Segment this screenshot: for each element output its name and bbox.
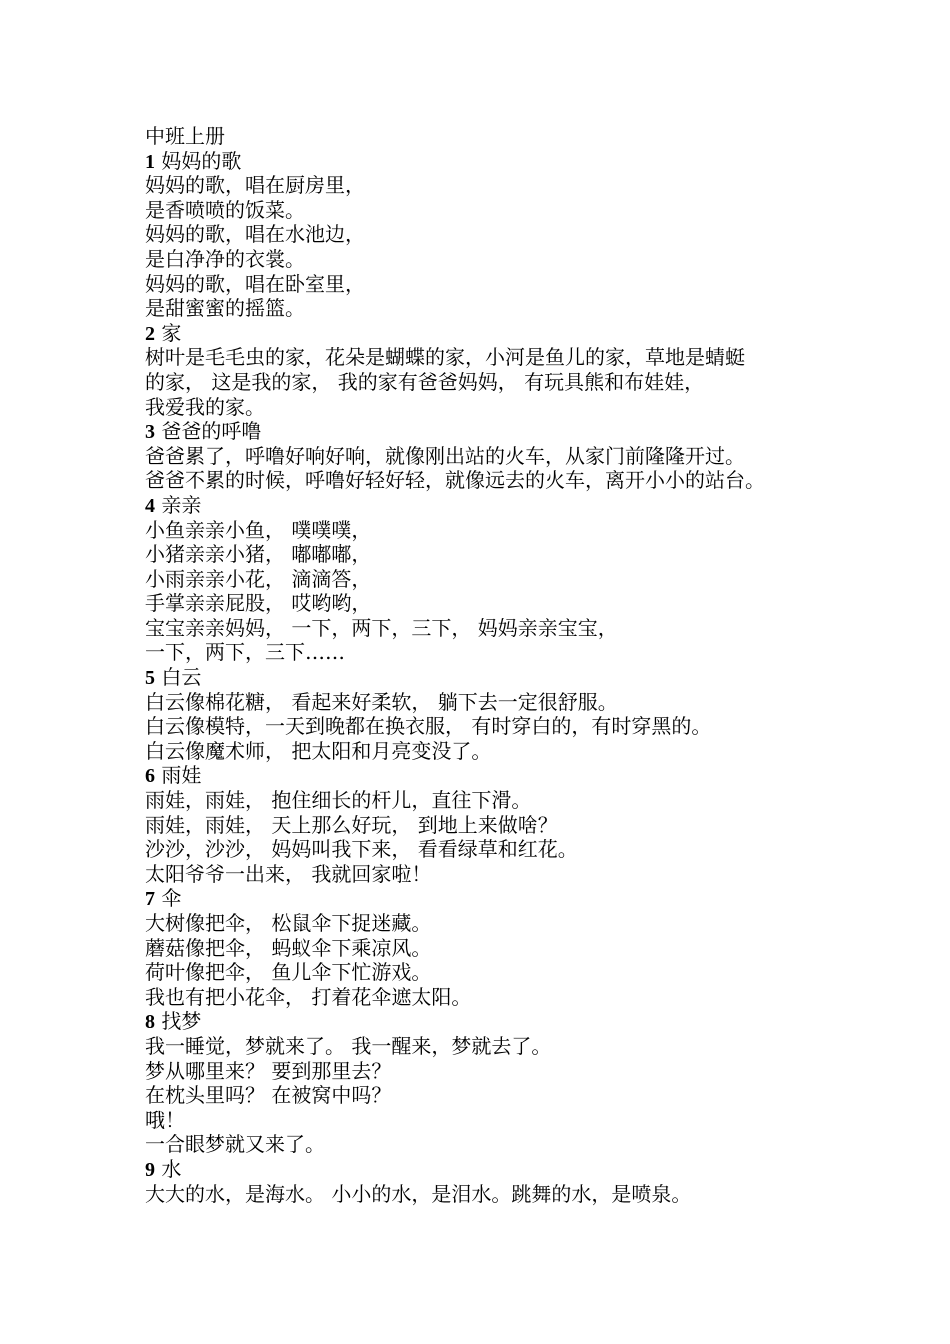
poem-line: 爸爸累了，呼噜好响好响，就像刚出站的火车，从家门前隆隆开过。 [145, 443, 745, 468]
poem-line: 沙沙，沙沙， 妈妈叫我下来， 看看绿草和红花。 [145, 837, 578, 862]
poem-line: 哦！ [145, 1107, 185, 1132]
poem-heading [145, 149, 935, 174]
poem-section [145, 321, 935, 419]
poem-line: 妈妈的歌，唱在卧室里， [145, 271, 365, 296]
poem-number: 2 [145, 322, 155, 345]
poem-heading [145, 419, 935, 444]
poem-number: 6 [145, 765, 155, 788]
poem-line: 白云像模特，一天到晚都在换衣服， 有时穿白的，有时穿黑的。 [145, 714, 712, 739]
poem-title: 水 [161, 1156, 182, 1181]
poem-title: 亲亲 [161, 492, 202, 517]
poem-title: 爸爸的呼噜 [161, 419, 262, 444]
poem-section [145, 763, 935, 886]
poem-line: 我一睡觉，梦就来了。 我一醒来，梦就去了。 [145, 1033, 552, 1058]
poem-line: 手掌亲亲屁股， 哎哟哟， [145, 591, 372, 616]
poem-heading [145, 493, 935, 518]
poem-title: 找梦 [161, 1009, 202, 1034]
poem-line: 是甜蜜蜜的摇篮。 [145, 296, 305, 321]
poem-line: 蘑菇像把伞， 蚂蚁伞下乘凉风。 [145, 935, 432, 960]
poem-line: 小猪亲亲小猪， 嘟嘟嘟， [145, 542, 372, 567]
poem-line: 妈妈的歌，唱在水池边， [145, 222, 365, 247]
poem-line: 白云像魔术师， 把太阳和月亮变没了。 [145, 738, 492, 763]
poem-line: 的家， 这是我的家， 我的家有爸爸妈妈， 有玩具熊和布娃娃， [145, 369, 705, 394]
poem-section [145, 1009, 935, 1157]
poem-line: 一合眼梦就又来了。 [145, 1132, 325, 1157]
poem-line: 在枕头里吗？ 在被窝中吗？ [145, 1083, 392, 1108]
poem-line: 小鱼亲亲小鱼， 噗噗噗， [145, 517, 372, 542]
poem-line: 大大的水，是海水。 小小的水，是泪水。跳舞的水，是喷泉。 [145, 1181, 692, 1206]
poem-number: 9 [145, 1158, 155, 1181]
poem-title: 白云 [161, 665, 202, 690]
poem-heading [145, 665, 935, 690]
poem-line: 宝宝亲亲妈妈， 一下，两下，三下， 妈妈亲亲宝宝， [145, 615, 618, 640]
poem-heading [145, 321, 935, 346]
poem-line: 荷叶像把伞， 鱼儿伞下忙游戏。 [145, 960, 432, 985]
poem-number: 5 [145, 667, 155, 690]
poem-section [145, 493, 935, 665]
poem-line: 爸爸不累的时候，呼噜好轻好轻，就像远去的火车，离开小小的站台。 [145, 468, 765, 493]
poem-line: 一下，两下，三下…… [145, 640, 345, 665]
poem-heading [145, 886, 935, 911]
poem-section [145, 419, 935, 493]
poem-line: 白云像棉花糖， 看起来好柔软， 躺下去一定很舒服。 [145, 689, 618, 714]
poem-line: 是香喷喷的饭菜。 [145, 197, 305, 222]
poem-number: 7 [145, 888, 155, 911]
poem-line: 大树像把伞， 松鼠伞下捉迷藏。 [145, 911, 432, 935]
poem-section [145, 149, 935, 321]
poem-line: 我也有把小花伞， 打着花伞遮太阳。 [145, 984, 472, 1009]
poem-line: 我爱我的家。 [145, 394, 265, 419]
poem-list [145, 149, 935, 1207]
poem-title: 伞 [161, 886, 182, 911]
poem-title: 家 [161, 320, 182, 345]
poem-heading [145, 1157, 935, 1182]
poem-heading [145, 1009, 935, 1034]
poem-line: 妈妈的歌，唱在厨房里， [145, 173, 365, 198]
poem-number: 4 [145, 494, 155, 517]
poem-heading [145, 763, 935, 788]
poem-title: 妈妈的歌 [161, 148, 242, 173]
document-title: 中班上册 [145, 124, 225, 148]
poem-section [145, 1157, 935, 1206]
poem-title: 雨娃 [161, 763, 202, 788]
poem-line: 雨娃，雨娃， 抱住细长的杆儿，直往下滑。 [145, 788, 532, 813]
document-body [145, 124, 935, 1206]
poem-line: 梦从哪里来？ 要到那里去？ [145, 1058, 392, 1083]
poem-line: 太阳爷爷一出来， 我就回家啦！ [145, 861, 432, 886]
poem-section [145, 886, 935, 1009]
poem-number: 8 [145, 1011, 155, 1034]
poem-section [145, 665, 935, 763]
poem-number: 1 [145, 150, 155, 173]
poem-number: 3 [145, 421, 155, 444]
poem-line: 小雨亲亲小花， 滴滴答， [145, 566, 372, 591]
poem-line: 雨娃，雨娃， 天上那么好玩， 到地上来做啥？ [145, 812, 558, 837]
poem-line: 树叶是毛毛虫的家，花朵是蝴蝶的家，小河是鱼儿的家，草地是蜻蜓 [145, 345, 745, 370]
poem-line: 是白净净的衣裳。 [145, 246, 305, 271]
